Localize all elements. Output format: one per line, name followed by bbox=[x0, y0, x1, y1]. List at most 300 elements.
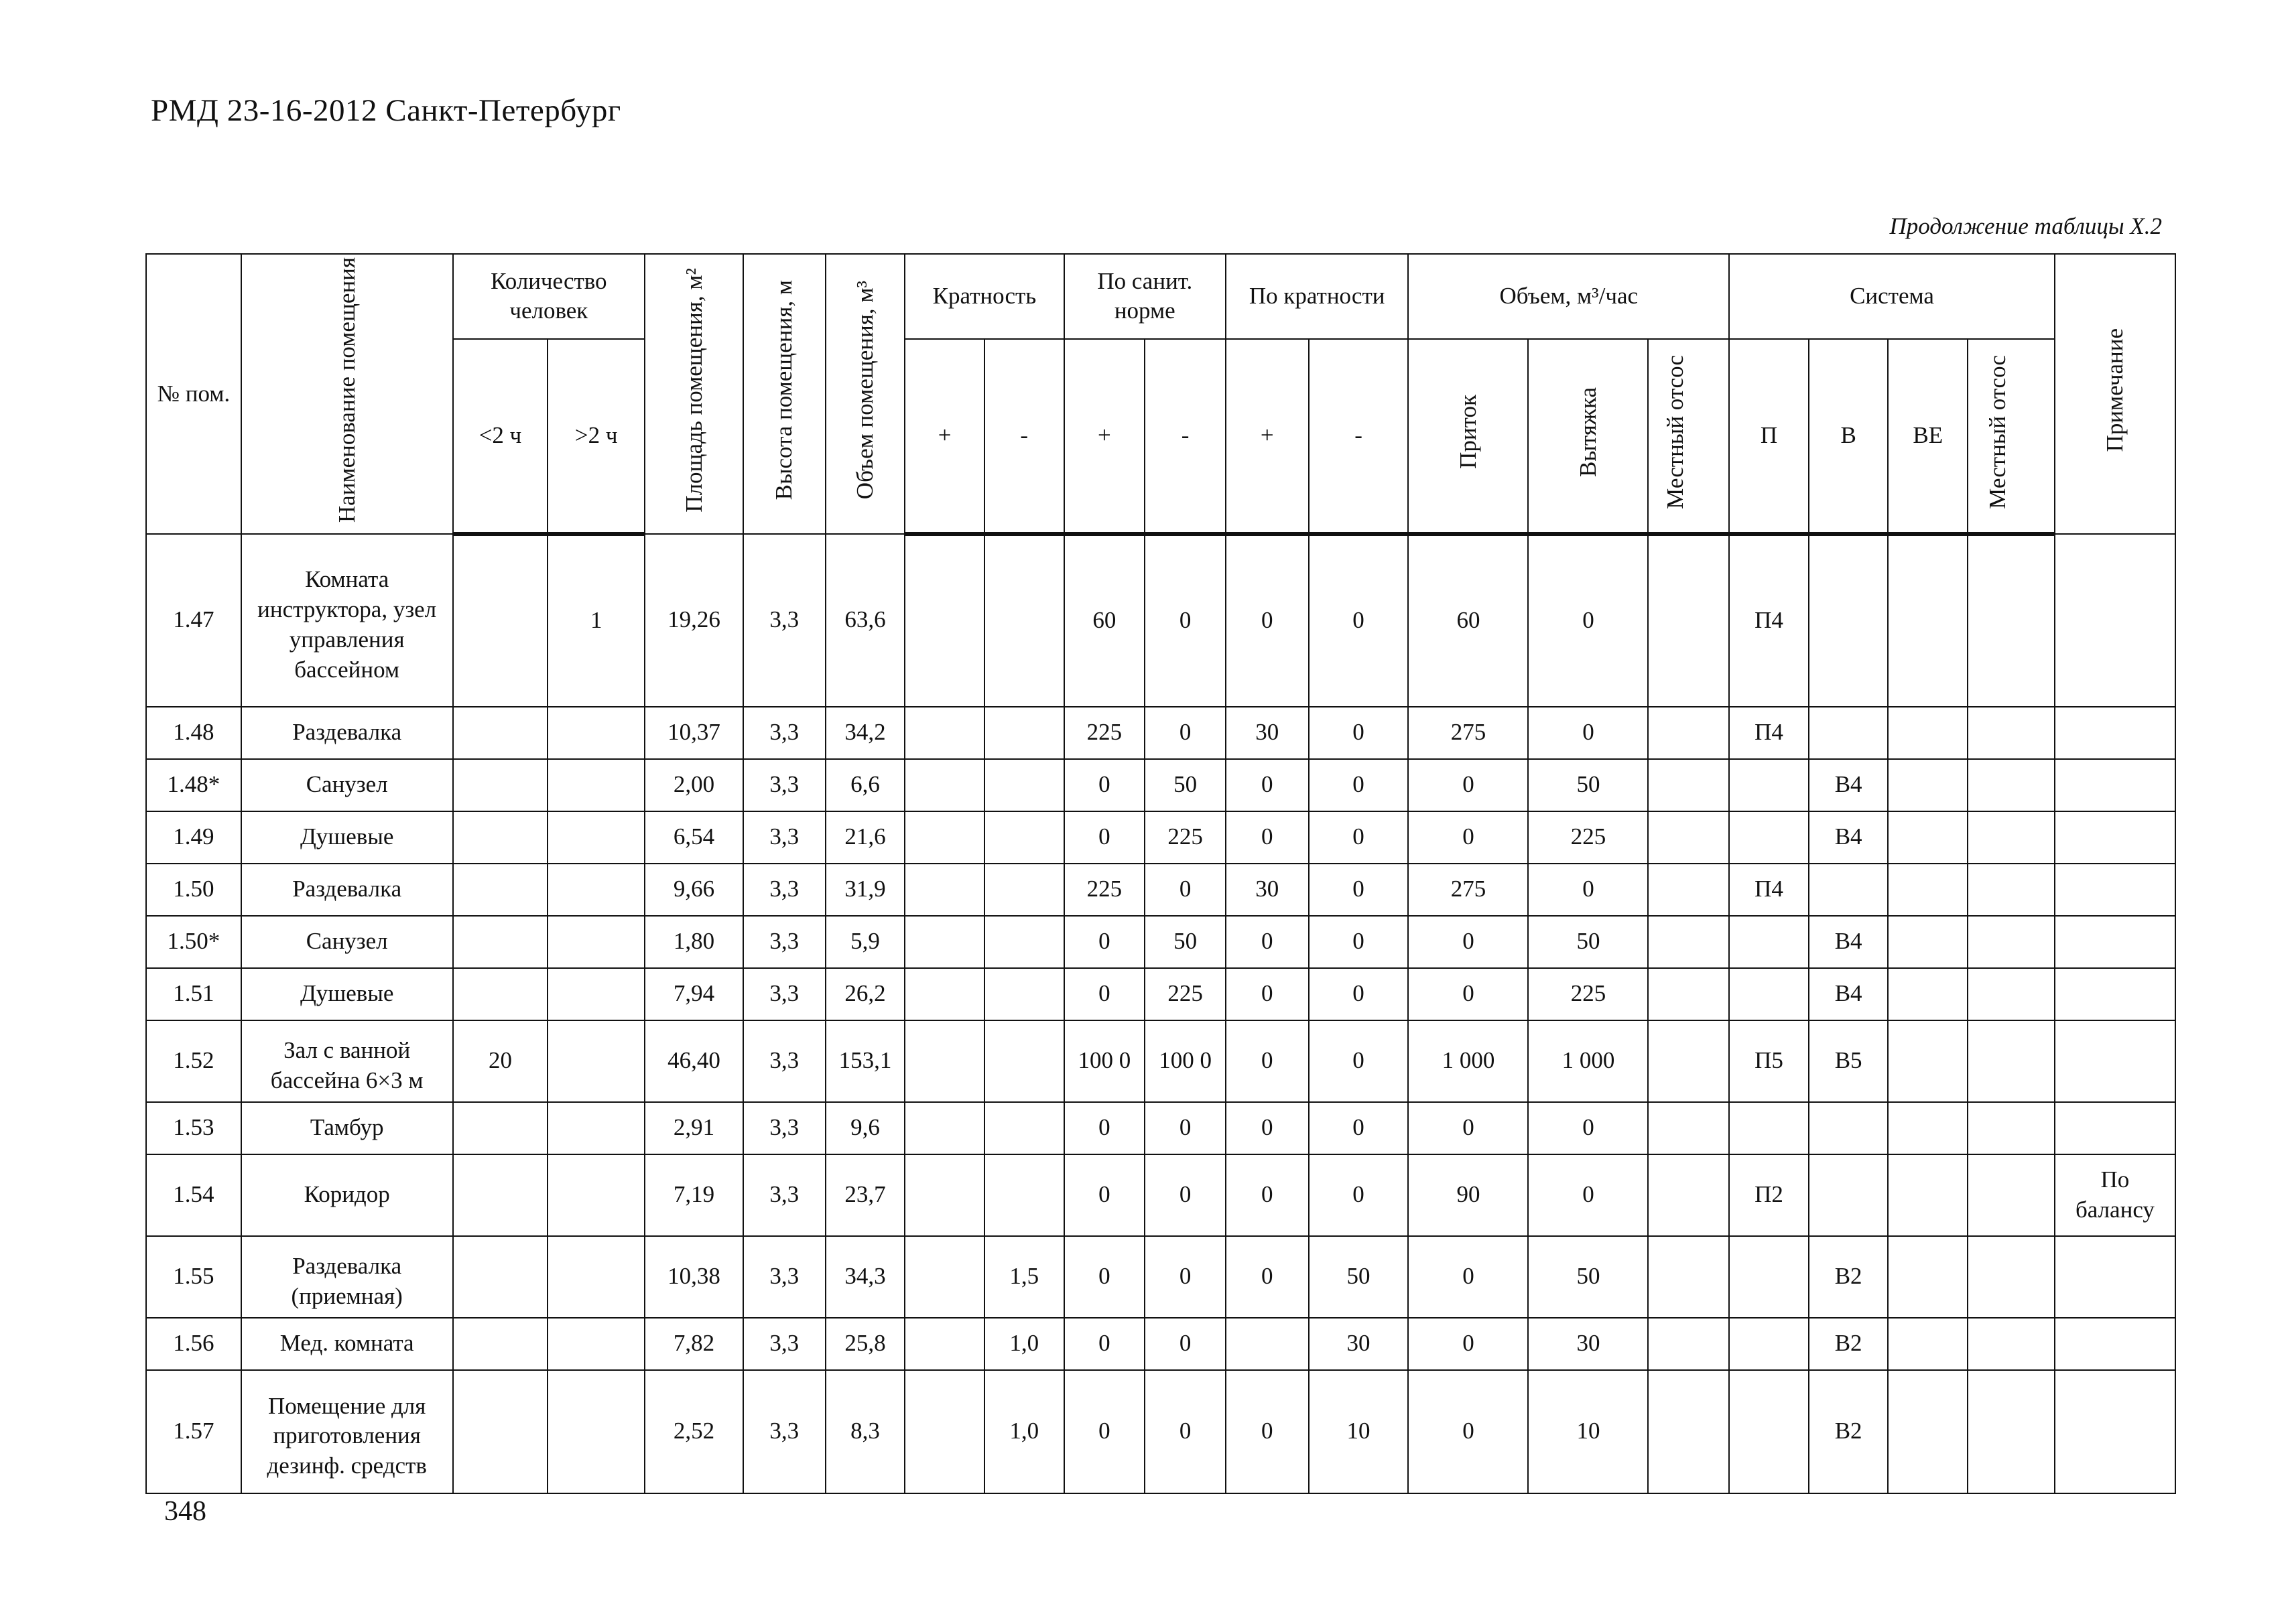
row-sanit-minus-cell: 0 bbox=[1145, 707, 1226, 759]
table-body bbox=[146, 534, 2175, 1493]
row-people-lt2-cell: 20 bbox=[453, 1020, 548, 1102]
row-sanit-minus-cell: 50 bbox=[1145, 759, 1226, 811]
row-rate-plus-cell bbox=[905, 1020, 984, 1102]
row-note-cell bbox=[2055, 1236, 2175, 1318]
ventilation-table bbox=[145, 253, 2176, 1494]
row-no-cell: 1.52 bbox=[146, 1020, 241, 1102]
row-local-exhaust-cell bbox=[1648, 968, 1729, 1020]
row-height-cell: 3,3 bbox=[743, 759, 826, 811]
row-area-cell: 19,26 bbox=[645, 534, 743, 707]
row-supply-cell: 0 bbox=[1408, 968, 1528, 1020]
row-volume-cell: 26,2 bbox=[826, 968, 905, 1020]
table-row bbox=[146, 534, 2175, 707]
row-note-cell bbox=[2055, 1102, 2175, 1154]
header-no: № пом. bbox=[146, 254, 241, 534]
row-bykrat-minus-cell: 10 bbox=[1309, 1370, 1409, 1493]
row-people-lt2-cell bbox=[453, 759, 548, 811]
row-people-gt2-cell bbox=[548, 1154, 645, 1236]
row-sanit-plus-cell: 60 bbox=[1064, 534, 1145, 707]
row-rate-plus-cell bbox=[905, 1318, 984, 1370]
row-sanit-plus-cell: 0 bbox=[1064, 1236, 1145, 1318]
row-system-local-cell bbox=[1968, 759, 2055, 811]
row-system-v-cell: В4 bbox=[1809, 759, 1889, 811]
row-exhaust-cell: 10 bbox=[1528, 1370, 1648, 1493]
row-exhaust-cell: 30 bbox=[1528, 1318, 1648, 1370]
row-bykrat-plus-cell: 0 bbox=[1226, 1154, 1309, 1236]
row-system-p-cell bbox=[1729, 1318, 1809, 1370]
row-system-ve-cell bbox=[1888, 864, 1968, 916]
row-bykrat-minus-cell: 0 bbox=[1309, 759, 1409, 811]
row-supply-cell: 0 bbox=[1408, 811, 1528, 864]
row-rate-plus-cell bbox=[905, 916, 984, 968]
row-supply-cell: 0 bbox=[1408, 916, 1528, 968]
table-row bbox=[146, 1236, 2175, 1318]
row-rate-plus-cell bbox=[905, 811, 984, 864]
row-local-exhaust-cell bbox=[1648, 1102, 1729, 1154]
row-volume-cell: 34,2 bbox=[826, 707, 905, 759]
header-sanit-plus: + bbox=[1064, 339, 1145, 534]
row-bykrat-minus-cell: 0 bbox=[1309, 811, 1409, 864]
row-name-cell: Душевые bbox=[241, 811, 453, 864]
row-supply-cell: 0 bbox=[1408, 1370, 1528, 1493]
row-sanit-minus-cell: 0 bbox=[1145, 1370, 1226, 1493]
row-people-lt2-cell bbox=[453, 1154, 548, 1236]
row-sanit-plus-cell: 225 bbox=[1064, 864, 1145, 916]
row-height-cell: 3,3 bbox=[743, 707, 826, 759]
row-supply-cell: 60 bbox=[1408, 534, 1528, 707]
row-height-cell: 3,3 bbox=[743, 864, 826, 916]
row-people-gt2-cell bbox=[548, 968, 645, 1020]
row-sanit-minus-cell: 50 bbox=[1145, 916, 1226, 968]
row-sanit-minus-cell: 100 0 bbox=[1145, 1020, 1226, 1102]
row-bykrat-minus-cell: 0 bbox=[1309, 916, 1409, 968]
header-sanit-minus: - bbox=[1145, 339, 1226, 534]
page-number: 348 bbox=[164, 1496, 206, 1527]
row-volume-cell: 34,3 bbox=[826, 1236, 905, 1318]
row-name-cell: Санузел bbox=[241, 916, 453, 968]
row-people-lt2-cell bbox=[453, 1102, 548, 1154]
row-name-cell: Зал с ванной бассейна 6×3 м bbox=[241, 1020, 453, 1102]
header-bykrat: По кратности bbox=[1226, 254, 1409, 339]
row-supply-cell: 275 bbox=[1408, 707, 1528, 759]
row-sanit-plus-cell: 0 bbox=[1064, 759, 1145, 811]
table-row bbox=[146, 1154, 2175, 1236]
row-people-lt2-cell bbox=[453, 1318, 548, 1370]
row-people-lt2-cell bbox=[453, 916, 548, 968]
row-supply-cell: 275 bbox=[1408, 864, 1528, 916]
table-row bbox=[146, 811, 2175, 864]
row-area-cell: 2,91 bbox=[645, 1102, 743, 1154]
row-name-cell: Раздевалка bbox=[241, 707, 453, 759]
row-exhaust-cell: 0 bbox=[1528, 864, 1648, 916]
row-no-cell: 1.55 bbox=[146, 1236, 241, 1318]
row-exhaust-cell: 0 bbox=[1528, 1154, 1648, 1236]
row-rate-plus-cell bbox=[905, 1102, 984, 1154]
row-people-lt2-cell bbox=[453, 707, 548, 759]
row-system-local-cell bbox=[1968, 916, 2055, 968]
row-system-p-cell bbox=[1729, 968, 1809, 1020]
row-bykrat-plus-cell: 0 bbox=[1226, 759, 1309, 811]
row-bykrat-plus-cell: 30 bbox=[1226, 707, 1309, 759]
row-system-ve-cell bbox=[1888, 1370, 1968, 1493]
row-system-local-cell bbox=[1968, 534, 2055, 707]
row-system-p-cell bbox=[1729, 1370, 1809, 1493]
row-bykrat-plus-cell bbox=[1226, 1318, 1309, 1370]
row-bykrat-minus-cell: 0 bbox=[1309, 707, 1409, 759]
row-note-cell bbox=[2055, 759, 2175, 811]
row-people-lt2-cell bbox=[453, 1236, 548, 1318]
table-row bbox=[146, 1102, 2175, 1154]
row-volume-cell: 23,7 bbox=[826, 1154, 905, 1236]
row-local-exhaust-cell bbox=[1648, 864, 1729, 916]
row-system-v-cell bbox=[1809, 1154, 1889, 1236]
row-height-cell: 3,3 bbox=[743, 1370, 826, 1493]
header-note: Примечание bbox=[2055, 254, 2175, 534]
row-people-gt2-cell bbox=[548, 1370, 645, 1493]
row-system-p-cell bbox=[1729, 916, 1809, 968]
row-system-local-cell bbox=[1968, 1102, 2055, 1154]
row-rate-minus-cell: 1,0 bbox=[984, 1318, 1064, 1370]
row-rate-plus-cell bbox=[905, 759, 984, 811]
row-sanit-minus-cell: 0 bbox=[1145, 1236, 1226, 1318]
row-rate-minus-cell bbox=[984, 707, 1064, 759]
row-bykrat-minus-cell: 0 bbox=[1309, 1102, 1409, 1154]
document-title: РМД 23-16-2012 Санкт-Петербург bbox=[151, 93, 621, 128]
header-system: Система bbox=[1729, 254, 2055, 339]
table-row bbox=[146, 707, 2175, 759]
row-system-local-cell bbox=[1968, 1318, 2055, 1370]
row-note-cell bbox=[2055, 968, 2175, 1020]
row-bykrat-minus-cell: 0 bbox=[1309, 968, 1409, 1020]
row-system-p-cell: П5 bbox=[1729, 1020, 1809, 1102]
row-name-cell: Санузел bbox=[241, 759, 453, 811]
row-people-lt2-cell bbox=[453, 968, 548, 1020]
row-system-ve-cell bbox=[1888, 1102, 1968, 1154]
header-bykrat-minus: - bbox=[1309, 339, 1409, 534]
header-supply: Приток bbox=[1408, 339, 1528, 534]
row-height-cell: 3,3 bbox=[743, 534, 826, 707]
row-name-cell: Помещение для приготовления дезинф. средств bbox=[241, 1370, 453, 1493]
row-people-gt2-cell bbox=[548, 759, 645, 811]
row-system-local-cell bbox=[1968, 1236, 2055, 1318]
row-system-v-cell: В2 bbox=[1809, 1318, 1889, 1370]
row-volume-cell: 21,6 bbox=[826, 811, 905, 864]
row-bykrat-minus-cell: 0 bbox=[1309, 1154, 1409, 1236]
row-system-ve-cell bbox=[1888, 707, 1968, 759]
row-note-cell bbox=[2055, 707, 2175, 759]
row-exhaust-cell: 50 bbox=[1528, 759, 1648, 811]
header-exhaust: Вытяжка bbox=[1528, 339, 1648, 534]
row-people-gt2-cell bbox=[548, 916, 645, 968]
row-sanit-minus-cell: 225 bbox=[1145, 968, 1226, 1020]
row-people-gt2-cell bbox=[548, 1020, 645, 1102]
row-no-cell: 1.50 bbox=[146, 864, 241, 916]
row-no-cell: 1.57 bbox=[146, 1370, 241, 1493]
header-height: Высота помещения, м bbox=[743, 254, 826, 534]
row-supply-cell: 1 000 bbox=[1408, 1020, 1528, 1102]
row-system-p-cell: П4 bbox=[1729, 707, 1809, 759]
row-system-ve-cell bbox=[1888, 1020, 1968, 1102]
row-height-cell: 3,3 bbox=[743, 916, 826, 968]
header-local-exhaust: Местный отсос bbox=[1648, 339, 1729, 534]
row-rate-plus-cell bbox=[905, 707, 984, 759]
row-rate-minus-cell: 1,0 bbox=[984, 1370, 1064, 1493]
row-no-cell: 1.51 bbox=[146, 968, 241, 1020]
row-volume-cell: 31,9 bbox=[826, 864, 905, 916]
row-name-cell: Комната инструктора, узел управления бассейном bbox=[241, 534, 453, 707]
row-rate-minus-cell bbox=[984, 1020, 1064, 1102]
row-area-cell: 7,19 bbox=[645, 1154, 743, 1236]
table-row bbox=[146, 864, 2175, 916]
row-sanit-plus-cell: 0 bbox=[1064, 1154, 1145, 1236]
row-system-local-cell bbox=[1968, 707, 2055, 759]
header-area: Площадь помещения, м² bbox=[645, 254, 743, 534]
row-volume-cell: 25,8 bbox=[826, 1318, 905, 1370]
row-note-cell bbox=[2055, 534, 2175, 707]
row-system-ve-cell bbox=[1888, 1154, 1968, 1236]
row-volume-cell: 5,9 bbox=[826, 916, 905, 968]
row-exhaust-cell: 0 bbox=[1528, 534, 1648, 707]
row-system-p-cell: П4 bbox=[1729, 534, 1809, 707]
table-row bbox=[146, 1318, 2175, 1370]
header-system-local: Местный отсос bbox=[1968, 339, 2055, 534]
row-area-cell: 7,94 bbox=[645, 968, 743, 1020]
row-people-lt2-cell bbox=[453, 811, 548, 864]
row-volume-cell: 8,3 bbox=[826, 1370, 905, 1493]
row-system-p-cell: П4 bbox=[1729, 864, 1809, 916]
row-rate-minus-cell bbox=[984, 534, 1064, 707]
row-height-cell: 3,3 bbox=[743, 1236, 826, 1318]
row-local-exhaust-cell bbox=[1648, 1020, 1729, 1102]
row-system-v-cell bbox=[1809, 707, 1889, 759]
row-area-cell: 1,80 bbox=[645, 916, 743, 968]
header-sanit: По санит. норме bbox=[1064, 254, 1226, 339]
row-system-v-cell: В2 bbox=[1809, 1236, 1889, 1318]
row-rate-plus-cell bbox=[905, 1154, 984, 1236]
row-exhaust-cell: 225 bbox=[1528, 968, 1648, 1020]
row-system-local-cell bbox=[1968, 1020, 2055, 1102]
row-volume-cell: 153,1 bbox=[826, 1020, 905, 1102]
row-height-cell: 3,3 bbox=[743, 1020, 826, 1102]
row-rate-minus-cell bbox=[984, 916, 1064, 968]
row-sanit-plus-cell: 0 bbox=[1064, 811, 1145, 864]
row-sanit-plus-cell: 225 bbox=[1064, 707, 1145, 759]
row-bykrat-plus-cell: 0 bbox=[1226, 1370, 1309, 1493]
row-area-cell: 10,37 bbox=[645, 707, 743, 759]
row-height-cell: 3,3 bbox=[743, 1102, 826, 1154]
row-rate-minus-cell bbox=[984, 1102, 1064, 1154]
row-area-cell: 10,38 bbox=[645, 1236, 743, 1318]
row-no-cell: 1.49 bbox=[146, 811, 241, 864]
row-local-exhaust-cell bbox=[1648, 1370, 1729, 1493]
row-bykrat-plus-cell: 0 bbox=[1226, 534, 1309, 707]
table-row bbox=[146, 916, 2175, 968]
row-system-ve-cell bbox=[1888, 968, 1968, 1020]
row-people-gt2-cell: 1 bbox=[548, 534, 645, 707]
table-row bbox=[146, 759, 2175, 811]
row-system-ve-cell bbox=[1888, 759, 1968, 811]
row-bykrat-minus-cell: 0 bbox=[1309, 864, 1409, 916]
table-row bbox=[146, 1370, 2175, 1493]
row-rate-minus-cell bbox=[984, 864, 1064, 916]
row-rate-plus-cell bbox=[905, 1370, 984, 1493]
row-supply-cell: 0 bbox=[1408, 1102, 1528, 1154]
row-note-cell bbox=[2055, 1318, 2175, 1370]
row-name-cell: Тамбур bbox=[241, 1102, 453, 1154]
row-sanit-plus-cell: 0 bbox=[1064, 1370, 1145, 1493]
row-area-cell: 9,66 bbox=[645, 864, 743, 916]
row-system-v-cell bbox=[1809, 864, 1889, 916]
row-system-p-cell bbox=[1729, 1102, 1809, 1154]
row-note-cell: По балансу bbox=[2055, 1154, 2175, 1236]
row-sanit-minus-cell: 225 bbox=[1145, 811, 1226, 864]
row-supply-cell: 90 bbox=[1408, 1154, 1528, 1236]
header-flow: Объем, м³/час bbox=[1408, 254, 1729, 339]
row-system-local-cell bbox=[1968, 1154, 2055, 1236]
row-system-p-cell bbox=[1729, 811, 1809, 864]
header-rate: Кратность bbox=[905, 254, 1064, 339]
row-system-p-cell bbox=[1729, 1236, 1809, 1318]
row-exhaust-cell: 1 000 bbox=[1528, 1020, 1648, 1102]
header-system-p: П bbox=[1729, 339, 1809, 534]
row-no-cell: 1.50* bbox=[146, 916, 241, 968]
row-sanit-plus-cell: 0 bbox=[1064, 968, 1145, 1020]
row-rate-plus-cell bbox=[905, 968, 984, 1020]
row-people-lt2-cell bbox=[453, 1370, 548, 1493]
row-bykrat-plus-cell: 0 bbox=[1226, 1102, 1309, 1154]
row-name-cell: Душевые bbox=[241, 968, 453, 1020]
row-volume-cell: 9,6 bbox=[826, 1102, 905, 1154]
row-sanit-plus-cell: 0 bbox=[1064, 916, 1145, 968]
row-system-v-cell: В2 bbox=[1809, 1370, 1889, 1493]
row-volume-cell: 63,6 bbox=[826, 534, 905, 707]
row-no-cell: 1.48* bbox=[146, 759, 241, 811]
row-bykrat-plus-cell: 0 bbox=[1226, 811, 1309, 864]
header-system-ve: ВЕ bbox=[1888, 339, 1968, 534]
row-system-v-cell: В4 bbox=[1809, 811, 1889, 864]
header-rate-minus: - bbox=[984, 339, 1064, 534]
row-height-cell: 3,3 bbox=[743, 1154, 826, 1236]
row-system-local-cell bbox=[1968, 968, 2055, 1020]
row-supply-cell: 0 bbox=[1408, 1318, 1528, 1370]
header-people-lt2: <2 ч bbox=[453, 339, 548, 534]
row-bykrat-plus-cell: 0 bbox=[1226, 1236, 1309, 1318]
row-system-v-cell: В5 bbox=[1809, 1020, 1889, 1102]
header-people: Количество человек bbox=[453, 254, 645, 339]
row-sanit-minus-cell: 0 bbox=[1145, 1318, 1226, 1370]
row-bykrat-minus-cell: 0 bbox=[1309, 1020, 1409, 1102]
row-rate-plus-cell bbox=[905, 864, 984, 916]
row-note-cell bbox=[2055, 916, 2175, 968]
table-caption: Продолжение таблицы Х.2 bbox=[1889, 213, 2162, 239]
row-rate-plus-cell bbox=[905, 534, 984, 707]
row-local-exhaust-cell bbox=[1648, 759, 1729, 811]
header-rate-plus: + bbox=[905, 339, 984, 534]
row-area-cell: 7,82 bbox=[645, 1318, 743, 1370]
row-system-p-cell bbox=[1729, 759, 1809, 811]
row-system-p-cell: П2 bbox=[1729, 1154, 1809, 1236]
row-system-v-cell bbox=[1809, 1102, 1889, 1154]
row-rate-minus-cell bbox=[984, 759, 1064, 811]
row-rate-plus-cell bbox=[905, 1236, 984, 1318]
row-note-cell bbox=[2055, 1370, 2175, 1493]
row-height-cell: 3,3 bbox=[743, 968, 826, 1020]
row-local-exhaust-cell bbox=[1648, 534, 1729, 707]
row-local-exhaust-cell bbox=[1648, 1154, 1729, 1236]
row-rate-minus-cell: 1,5 bbox=[984, 1236, 1064, 1318]
row-name-cell: Мед. комната bbox=[241, 1318, 453, 1370]
row-height-cell: 3,3 bbox=[743, 811, 826, 864]
header-volume: Объем помещения, м³ bbox=[826, 254, 905, 534]
row-no-cell: 1.53 bbox=[146, 1102, 241, 1154]
row-sanit-minus-cell: 0 bbox=[1145, 534, 1226, 707]
row-no-cell: 1.56 bbox=[146, 1318, 241, 1370]
row-sanit-plus-cell: 100 0 bbox=[1064, 1020, 1145, 1102]
row-system-ve-cell bbox=[1888, 811, 1968, 864]
row-bykrat-plus-cell: 0 bbox=[1226, 1020, 1309, 1102]
row-system-v-cell: В4 bbox=[1809, 916, 1889, 968]
table-row bbox=[146, 1020, 2175, 1102]
row-sanit-minus-cell: 0 bbox=[1145, 864, 1226, 916]
row-local-exhaust-cell bbox=[1648, 1318, 1729, 1370]
row-exhaust-cell: 0 bbox=[1528, 707, 1648, 759]
row-note-cell bbox=[2055, 811, 2175, 864]
row-name-cell: Раздевалка (приемная) bbox=[241, 1236, 453, 1318]
row-height-cell: 3,3 bbox=[743, 1318, 826, 1370]
row-system-local-cell bbox=[1968, 864, 2055, 916]
row-system-local-cell bbox=[1968, 811, 2055, 864]
row-area-cell: 6,54 bbox=[645, 811, 743, 864]
row-local-exhaust-cell bbox=[1648, 916, 1729, 968]
table-row bbox=[146, 968, 2175, 1020]
header-people-gt2: >2 ч bbox=[548, 339, 645, 534]
row-people-gt2-cell bbox=[548, 1102, 645, 1154]
row-supply-cell: 0 bbox=[1408, 759, 1528, 811]
header-system-v: В bbox=[1809, 339, 1889, 534]
row-system-ve-cell bbox=[1888, 1236, 1968, 1318]
row-supply-cell: 0 bbox=[1408, 1236, 1528, 1318]
header-bykrat-plus: + bbox=[1226, 339, 1309, 534]
row-system-ve-cell bbox=[1888, 916, 1968, 968]
header-name: Наименование помещения bbox=[241, 254, 453, 534]
row-exhaust-cell: 0 bbox=[1528, 1102, 1648, 1154]
row-area-cell: 2,52 bbox=[645, 1370, 743, 1493]
row-exhaust-cell: 50 bbox=[1528, 1236, 1648, 1318]
row-rate-minus-cell bbox=[984, 1154, 1064, 1236]
row-exhaust-cell: 50 bbox=[1528, 916, 1648, 968]
row-local-exhaust-cell bbox=[1648, 707, 1729, 759]
row-bykrat-minus-cell: 50 bbox=[1309, 1236, 1409, 1318]
row-bykrat-minus-cell: 30 bbox=[1309, 1318, 1409, 1370]
row-name-cell: Раздевалка bbox=[241, 864, 453, 916]
row-sanit-plus-cell: 0 bbox=[1064, 1318, 1145, 1370]
row-no-cell: 1.54 bbox=[146, 1154, 241, 1236]
row-bykrat-plus-cell: 30 bbox=[1226, 864, 1309, 916]
row-note-cell bbox=[2055, 1020, 2175, 1102]
row-system-ve-cell bbox=[1888, 1318, 1968, 1370]
row-people-lt2-cell bbox=[453, 864, 548, 916]
row-system-local-cell bbox=[1968, 1370, 2055, 1493]
row-sanit-plus-cell: 0 bbox=[1064, 1102, 1145, 1154]
row-people-gt2-cell bbox=[548, 707, 645, 759]
row-rate-minus-cell bbox=[984, 811, 1064, 864]
row-local-exhaust-cell bbox=[1648, 811, 1729, 864]
row-people-gt2-cell bbox=[548, 864, 645, 916]
row-name-cell: Коридор bbox=[241, 1154, 453, 1236]
row-note-cell bbox=[2055, 864, 2175, 916]
row-no-cell: 1.48 bbox=[146, 707, 241, 759]
row-bykrat-plus-cell: 0 bbox=[1226, 968, 1309, 1020]
